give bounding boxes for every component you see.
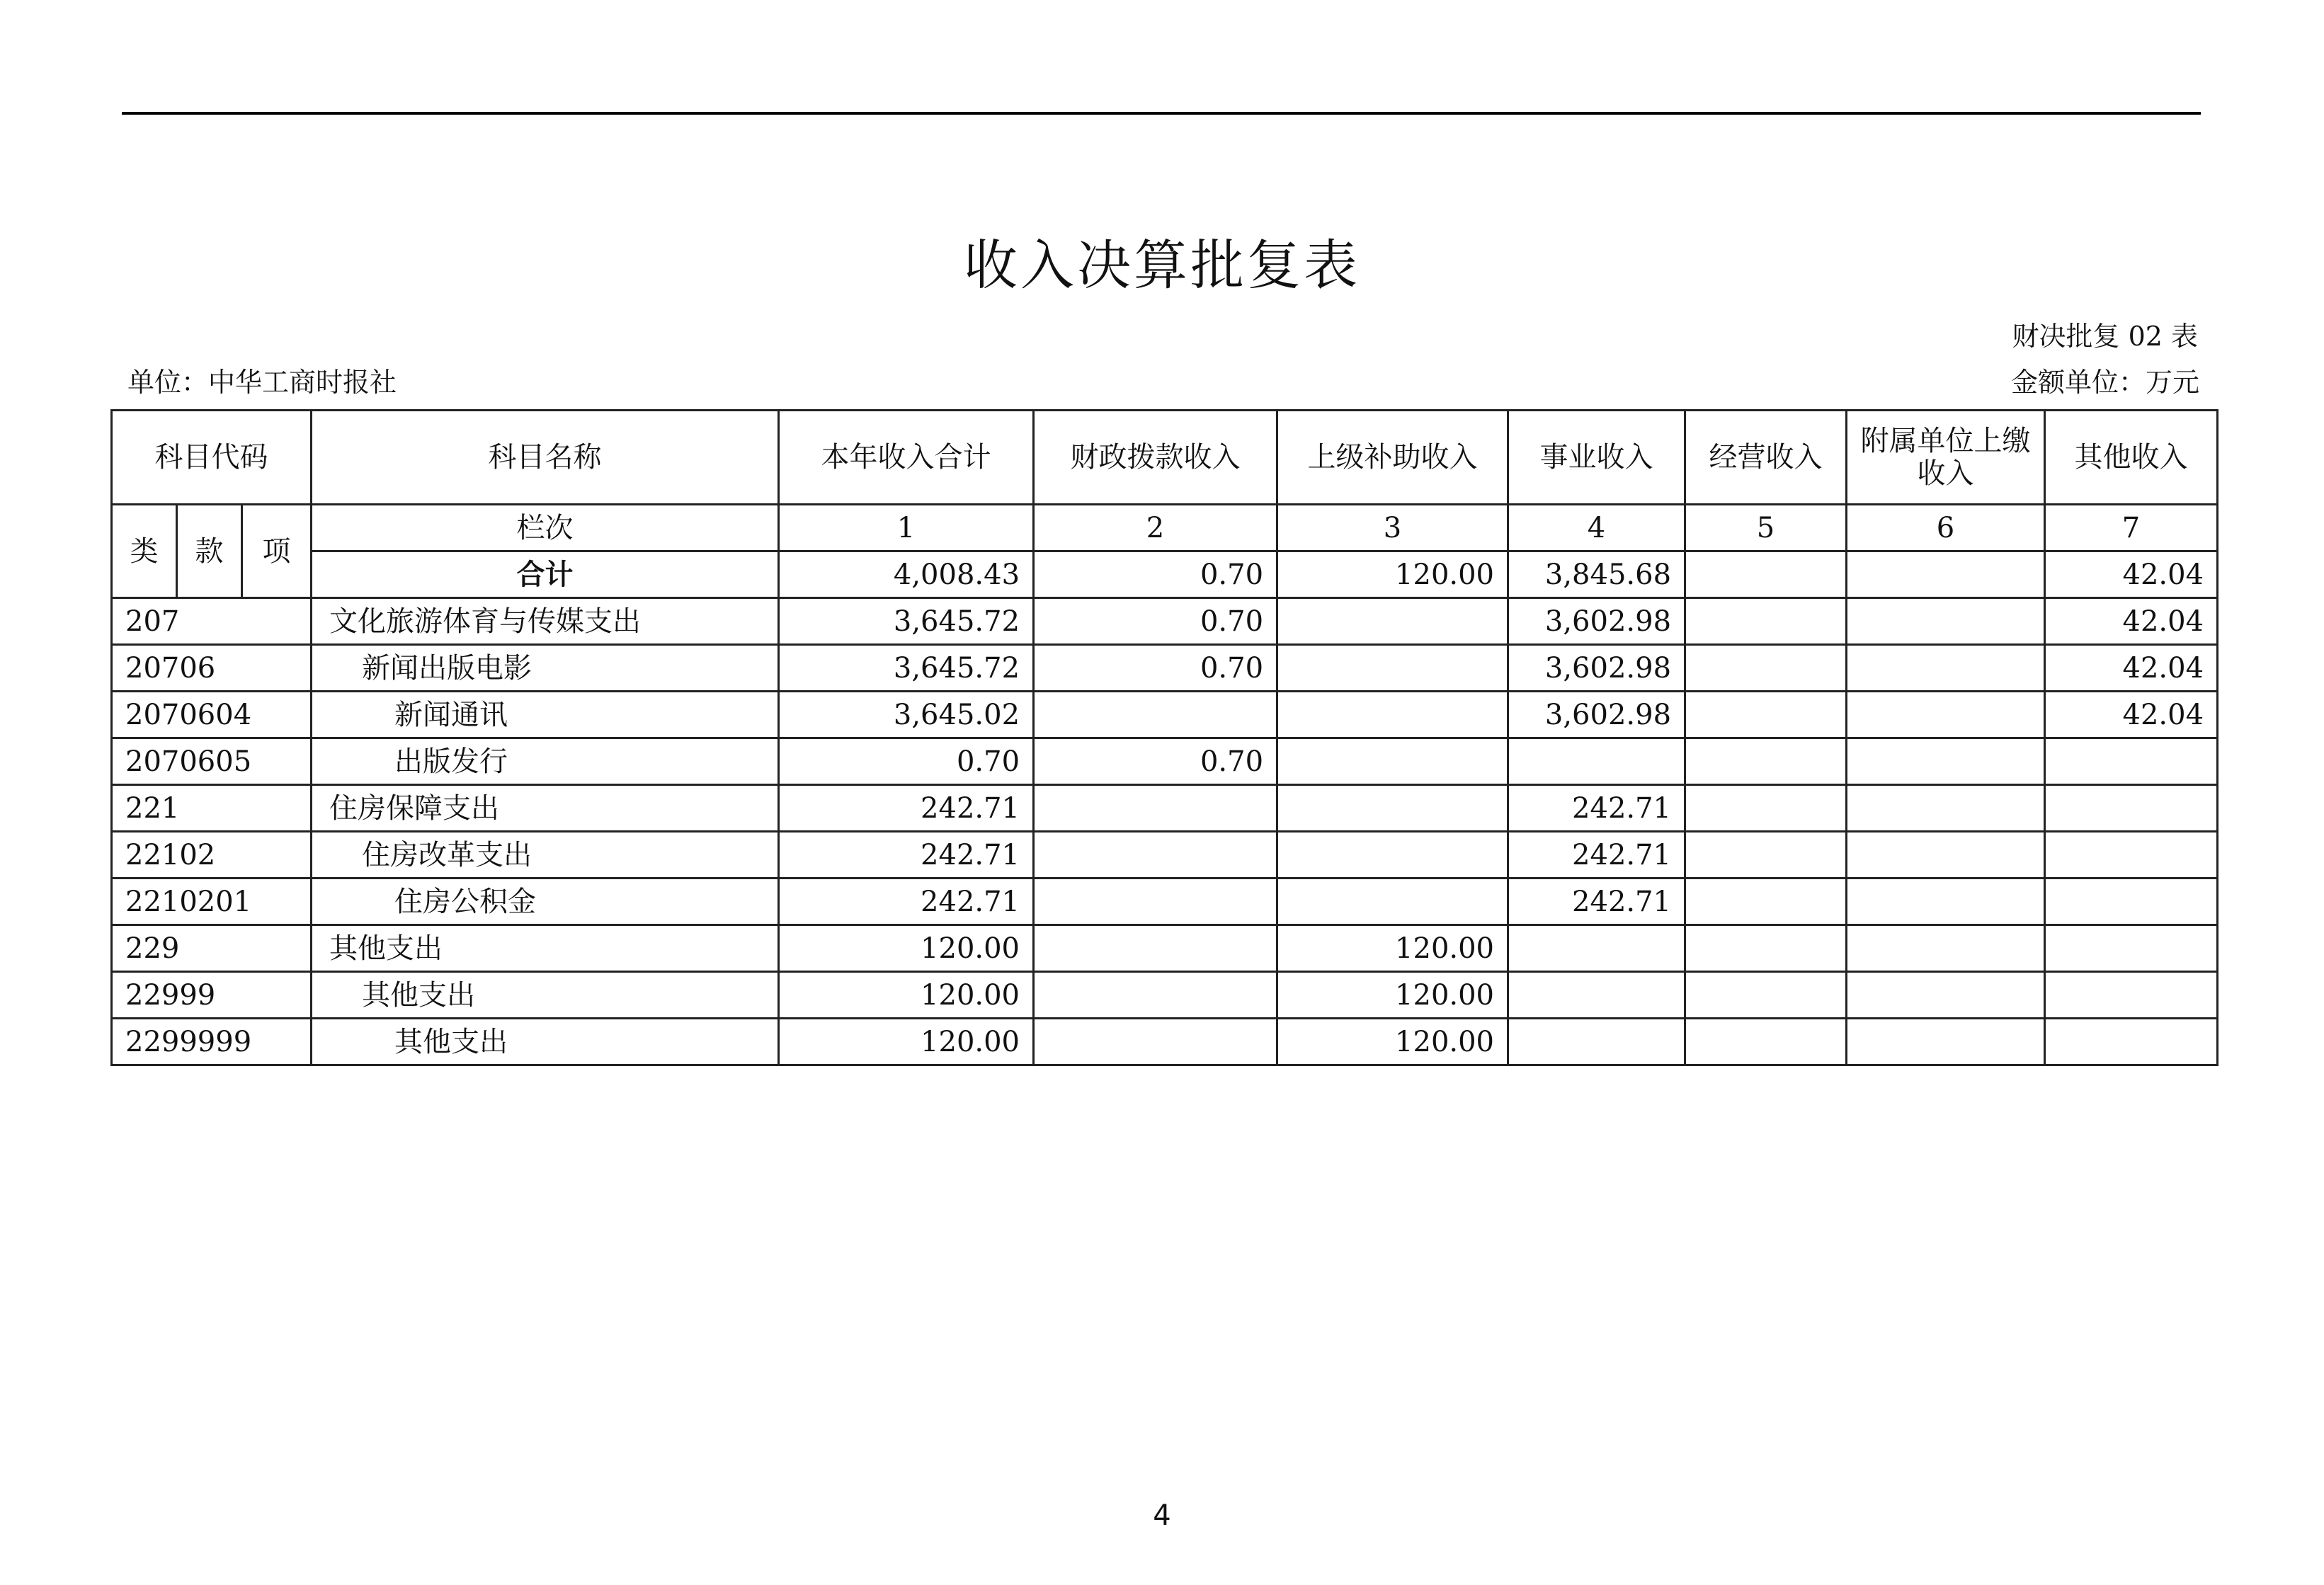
amount-cell	[1847, 738, 2045, 785]
column-index-cell: 4	[1508, 505, 1685, 551]
total-row	[112, 551, 2218, 598]
page-number: 4	[1153, 1499, 1171, 1532]
amount-cell: 242.71	[1508, 785, 1685, 832]
header-row	[112, 411, 2218, 505]
amount-cell	[2045, 972, 2218, 1019]
subject-code: 22102	[112, 832, 312, 879]
amount-cell	[1847, 925, 2045, 972]
column-index-row	[112, 505, 2218, 551]
subject-name: 新闻通讯	[312, 692, 779, 738]
amount-cell	[1685, 785, 1847, 832]
amount-cell	[1847, 832, 2045, 879]
header-subsidy: 上级补助收入	[1277, 411, 1508, 505]
header-name: 科目名称	[312, 411, 779, 505]
amount-cell	[1034, 925, 1277, 972]
top-rule	[122, 112, 2201, 115]
subject-code: 229	[112, 925, 312, 972]
table-row	[112, 692, 2218, 738]
amount-cell	[1034, 832, 1277, 879]
amount-cell	[1847, 972, 2045, 1019]
amount-cell	[1508, 738, 1685, 785]
amount-cell: 120.00	[779, 925, 1034, 972]
subject-name: 住房公积金	[312, 879, 779, 925]
table-row	[112, 738, 2218, 785]
subject-name: 出版发行	[312, 738, 779, 785]
header-affiliated: 附属单位上缴收入	[1847, 411, 2045, 505]
amount-cell: 120.00	[1277, 1019, 1508, 1065]
total-cell: 120.00	[1277, 551, 1508, 598]
amount-cell	[1685, 692, 1847, 738]
column-index-cell: 6	[1847, 505, 2045, 551]
amount-cell	[1277, 832, 1508, 879]
amount-cell: 242.71	[779, 879, 1034, 925]
header-code: 科目代码	[112, 411, 312, 505]
amount-cell: 242.71	[779, 832, 1034, 879]
amount-cell	[1685, 1019, 1847, 1065]
total-cell: 42.04	[2045, 551, 2218, 598]
amount-cell: 3,602.98	[1508, 692, 1685, 738]
header-total: 本年收入合计	[779, 411, 1034, 505]
header-xiang: 项	[242, 505, 312, 598]
amount-cell	[1034, 692, 1277, 738]
total-cell	[1685, 551, 1847, 598]
amount-cell: 0.70	[1034, 738, 1277, 785]
table-row	[112, 785, 2218, 832]
amount-cell	[1277, 598, 1508, 645]
subject-name: 文化旅游体育与传媒支出	[312, 598, 779, 645]
amount-cell	[1847, 1019, 2045, 1065]
amount-cell	[2045, 832, 2218, 879]
subject-name: 住房保障支出	[312, 785, 779, 832]
amount-cell	[1847, 785, 2045, 832]
subject-name: 其他支出	[312, 972, 779, 1019]
amount-cell	[1277, 785, 1508, 832]
amount-cell: 42.04	[2045, 645, 2218, 692]
header-operating: 经营收入	[1685, 411, 1847, 505]
amount-cell	[2045, 925, 2218, 972]
table-row	[112, 925, 2218, 972]
total-cell: 4,008.43	[779, 551, 1034, 598]
amount-unit-label: 金额单位：万元	[2010, 367, 2199, 398]
subject-name: 其他支出	[312, 1019, 779, 1065]
total-label: 合计	[312, 551, 779, 598]
subject-code: 22999	[112, 972, 312, 1019]
header-fiscal: 财政拨款收入	[1034, 411, 1277, 505]
amount-cell	[1685, 598, 1847, 645]
amount-cell: 0.70	[1034, 645, 1277, 692]
amount-cell	[1277, 692, 1508, 738]
amount-cell	[1685, 972, 1847, 1019]
amount-cell	[1847, 645, 2045, 692]
table-row	[112, 1019, 2218, 1065]
header-other: 其他收入	[2045, 411, 2218, 505]
header-kuan: 款	[177, 505, 242, 598]
amount-cell: 3,602.98	[1508, 598, 1685, 645]
total-cell: 0.70	[1034, 551, 1277, 598]
amount-cell	[1508, 925, 1685, 972]
amount-cell: 3,645.02	[779, 692, 1034, 738]
total-cell: 3,845.68	[1508, 551, 1685, 598]
subject-code: 2210201	[112, 879, 312, 925]
amount-cell: 120.00	[1277, 925, 1508, 972]
amount-cell	[1508, 1019, 1685, 1065]
column-index-label: 栏次	[312, 505, 779, 551]
column-index-cell: 1	[779, 505, 1034, 551]
amount-cell	[1508, 972, 1685, 1019]
amount-cell	[1847, 879, 2045, 925]
subject-code: 221	[112, 785, 312, 832]
amount-cell	[1685, 645, 1847, 692]
amount-cell	[1277, 879, 1508, 925]
subject-code: 2070605	[112, 738, 312, 785]
amount-cell	[1847, 598, 2045, 645]
amount-cell	[2045, 1019, 2218, 1065]
amount-cell	[1685, 925, 1847, 972]
column-index-cell: 5	[1685, 505, 1847, 551]
amount-cell	[1277, 738, 1508, 785]
amount-cell: 3,645.72	[779, 598, 1034, 645]
table-row	[112, 645, 2218, 692]
amount-cell: 3,602.98	[1508, 645, 1685, 692]
amount-cell: 3,645.72	[779, 645, 1034, 692]
amount-cell	[1685, 832, 1847, 879]
amount-cell: 42.04	[2045, 692, 2218, 738]
amount-cell: 42.04	[2045, 598, 2218, 645]
unit-label: 单位：中华工商时报社	[127, 367, 397, 398]
amount-cell: 120.00	[1277, 972, 1508, 1019]
header-lei: 类	[112, 505, 177, 598]
total-cell	[1847, 551, 2045, 598]
amount-cell	[2045, 879, 2218, 925]
subject-name: 其他支出	[312, 925, 779, 972]
table-row	[112, 879, 2218, 925]
page-title: 收入决算批复表	[964, 234, 1360, 297]
amount-cell: 242.71	[1508, 832, 1685, 879]
amount-cell	[1034, 785, 1277, 832]
table-row	[112, 832, 2218, 879]
subject-code: 207	[112, 598, 312, 645]
amount-cell	[1034, 1019, 1277, 1065]
amount-cell: 0.70	[779, 738, 1034, 785]
amount-cell: 0.70	[1034, 598, 1277, 645]
column-index-cell: 2	[1034, 505, 1277, 551]
amount-cell	[1685, 738, 1847, 785]
amount-cell	[1277, 645, 1508, 692]
column-index-cell: 3	[1277, 505, 1508, 551]
amount-cell	[1034, 879, 1277, 925]
amount-cell	[2045, 738, 2218, 785]
subject-code: 2299999	[112, 1019, 312, 1065]
subject-code: 20706	[112, 645, 312, 692]
table-row	[112, 598, 2218, 645]
subject-name: 住房改革支出	[312, 832, 779, 879]
amount-cell: 242.71	[779, 785, 1034, 832]
column-index-cell: 7	[2045, 505, 2218, 551]
amount-cell: 120.00	[779, 1019, 1034, 1065]
form-id: 财决批复 02 表	[2012, 321, 2198, 352]
amount-cell	[1034, 972, 1277, 1019]
income-final-accounts-table	[110, 409, 2218, 1066]
amount-cell	[1847, 692, 2045, 738]
subject-name: 新闻出版电影	[312, 645, 779, 692]
amount-cell: 242.71	[1508, 879, 1685, 925]
amount-cell	[2045, 785, 2218, 832]
amount-cell: 120.00	[779, 972, 1034, 1019]
subject-code: 2070604	[112, 692, 312, 738]
table-row	[112, 972, 2218, 1019]
header-business: 事业收入	[1508, 411, 1685, 505]
amount-cell	[1685, 879, 1847, 925]
